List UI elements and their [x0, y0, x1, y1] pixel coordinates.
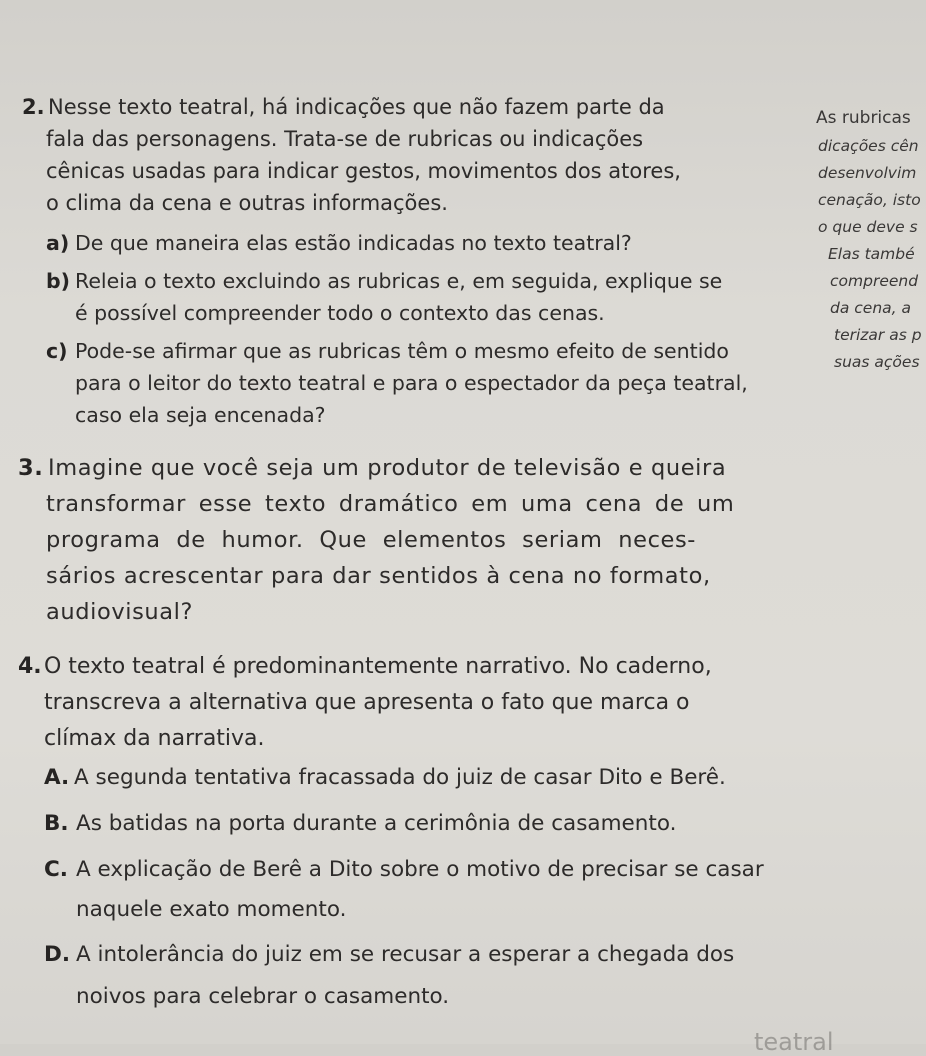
question-2-number: 2. — [22, 95, 45, 119]
item-c-letter: c) — [46, 339, 68, 363]
sidebar-title: As rubricas — [816, 108, 911, 128]
question-4-line-2: transcreva a alternativa que apresenta o fato que marca o — [44, 690, 690, 715]
question-2-line-4: o clima da cena e outras informações. — [46, 191, 448, 215]
sidebar-line-8: terizar as p — [834, 326, 922, 344]
option-c-letter: C. — [44, 857, 68, 882]
sidebar-line-1: dicações cên — [818, 137, 919, 155]
sidebar-line-2: desenvolvim — [818, 164, 917, 182]
question-3-line-2: transformar esse texto dramático em uma cena de um — [46, 491, 735, 517]
sidebar-line-9: suas ações — [834, 353, 920, 371]
option-b-letter: B. — [44, 811, 69, 836]
item-a-letter: a) — [46, 231, 70, 255]
item-b-letter: b) — [46, 269, 71, 293]
bottom-cutoff-text: teatral — [754, 1028, 834, 1056]
option-d-line-1: A intolerância do juiz em se recusar a esperar a chegada dos — [76, 942, 735, 967]
item-c-line-3: caso ela seja encenada? — [75, 403, 326, 427]
question-2-line-1: Nesse texto teatral, há indicações que não fazem parte da — [48, 95, 665, 119]
option-c-line-2: naquele exato momento. — [76, 897, 347, 922]
question-4-line-3: clímax da narrativa. — [44, 726, 265, 751]
item-c-line-1: Pode-se afirmar que as rubricas têm o mesmo efeito de sentido — [75, 339, 729, 363]
question-4-number: 4. — [18, 654, 42, 679]
item-b-line-1: Releia o texto excluindo as rubricas e, em seguida, explique se — [75, 269, 723, 293]
option-a-letter: A. — [44, 765, 70, 790]
question-3-line-5: audiovisual? — [46, 599, 194, 625]
item-b-line-2: é possível compreender todo o contexto das cenas. — [75, 301, 605, 325]
option-a-text: A segunda tentativa fracassada do juiz de casar Dito e Berê. — [74, 765, 726, 790]
sidebar-line-4: o que deve s — [818, 218, 918, 236]
question-3-number: 3. — [18, 455, 44, 481]
question-4-line-1: O texto teatral é predominantemente narrativo. No caderno, — [44, 654, 712, 679]
sidebar-line-3: cenação, isto — [818, 191, 921, 209]
question-3-line-1: Imagine que você seja um produtor de televisão e queira — [48, 455, 727, 481]
sidebar-line-6: compreend — [830, 272, 919, 290]
question-2-line-3: cênicas usadas para indicar gestos, movimentos dos atores, — [46, 159, 681, 183]
item-c-line-2: para o leitor do texto teatral e para o espectador da peça teatral, — [75, 371, 748, 395]
option-d-line-2: noivos para celebrar o casamento. — [76, 984, 450, 1009]
question-2-line-2: fala das personagens. Trata-se de rubricas ou indicações — [46, 127, 644, 151]
item-a-line-1: De que maneira elas estão indicadas no texto teatral? — [75, 231, 632, 255]
option-d-letter: D. — [44, 942, 71, 967]
question-3-line-4: sários acrescentar para dar sentidos à cena no formato, — [46, 563, 711, 589]
question-3-line-3: programa de humor. Que elementos seriam neces- — [46, 527, 697, 553]
option-c-line-1: A explicação de Berê a Dito sobre o motivo de precisar se casar — [76, 857, 764, 882]
sidebar-line-5: Elas també — [828, 245, 915, 263]
option-b-text: As batidas na porta durante a cerimônia de casamento. — [76, 811, 677, 836]
sidebar-line-7: da cena, a — [830, 299, 911, 317]
